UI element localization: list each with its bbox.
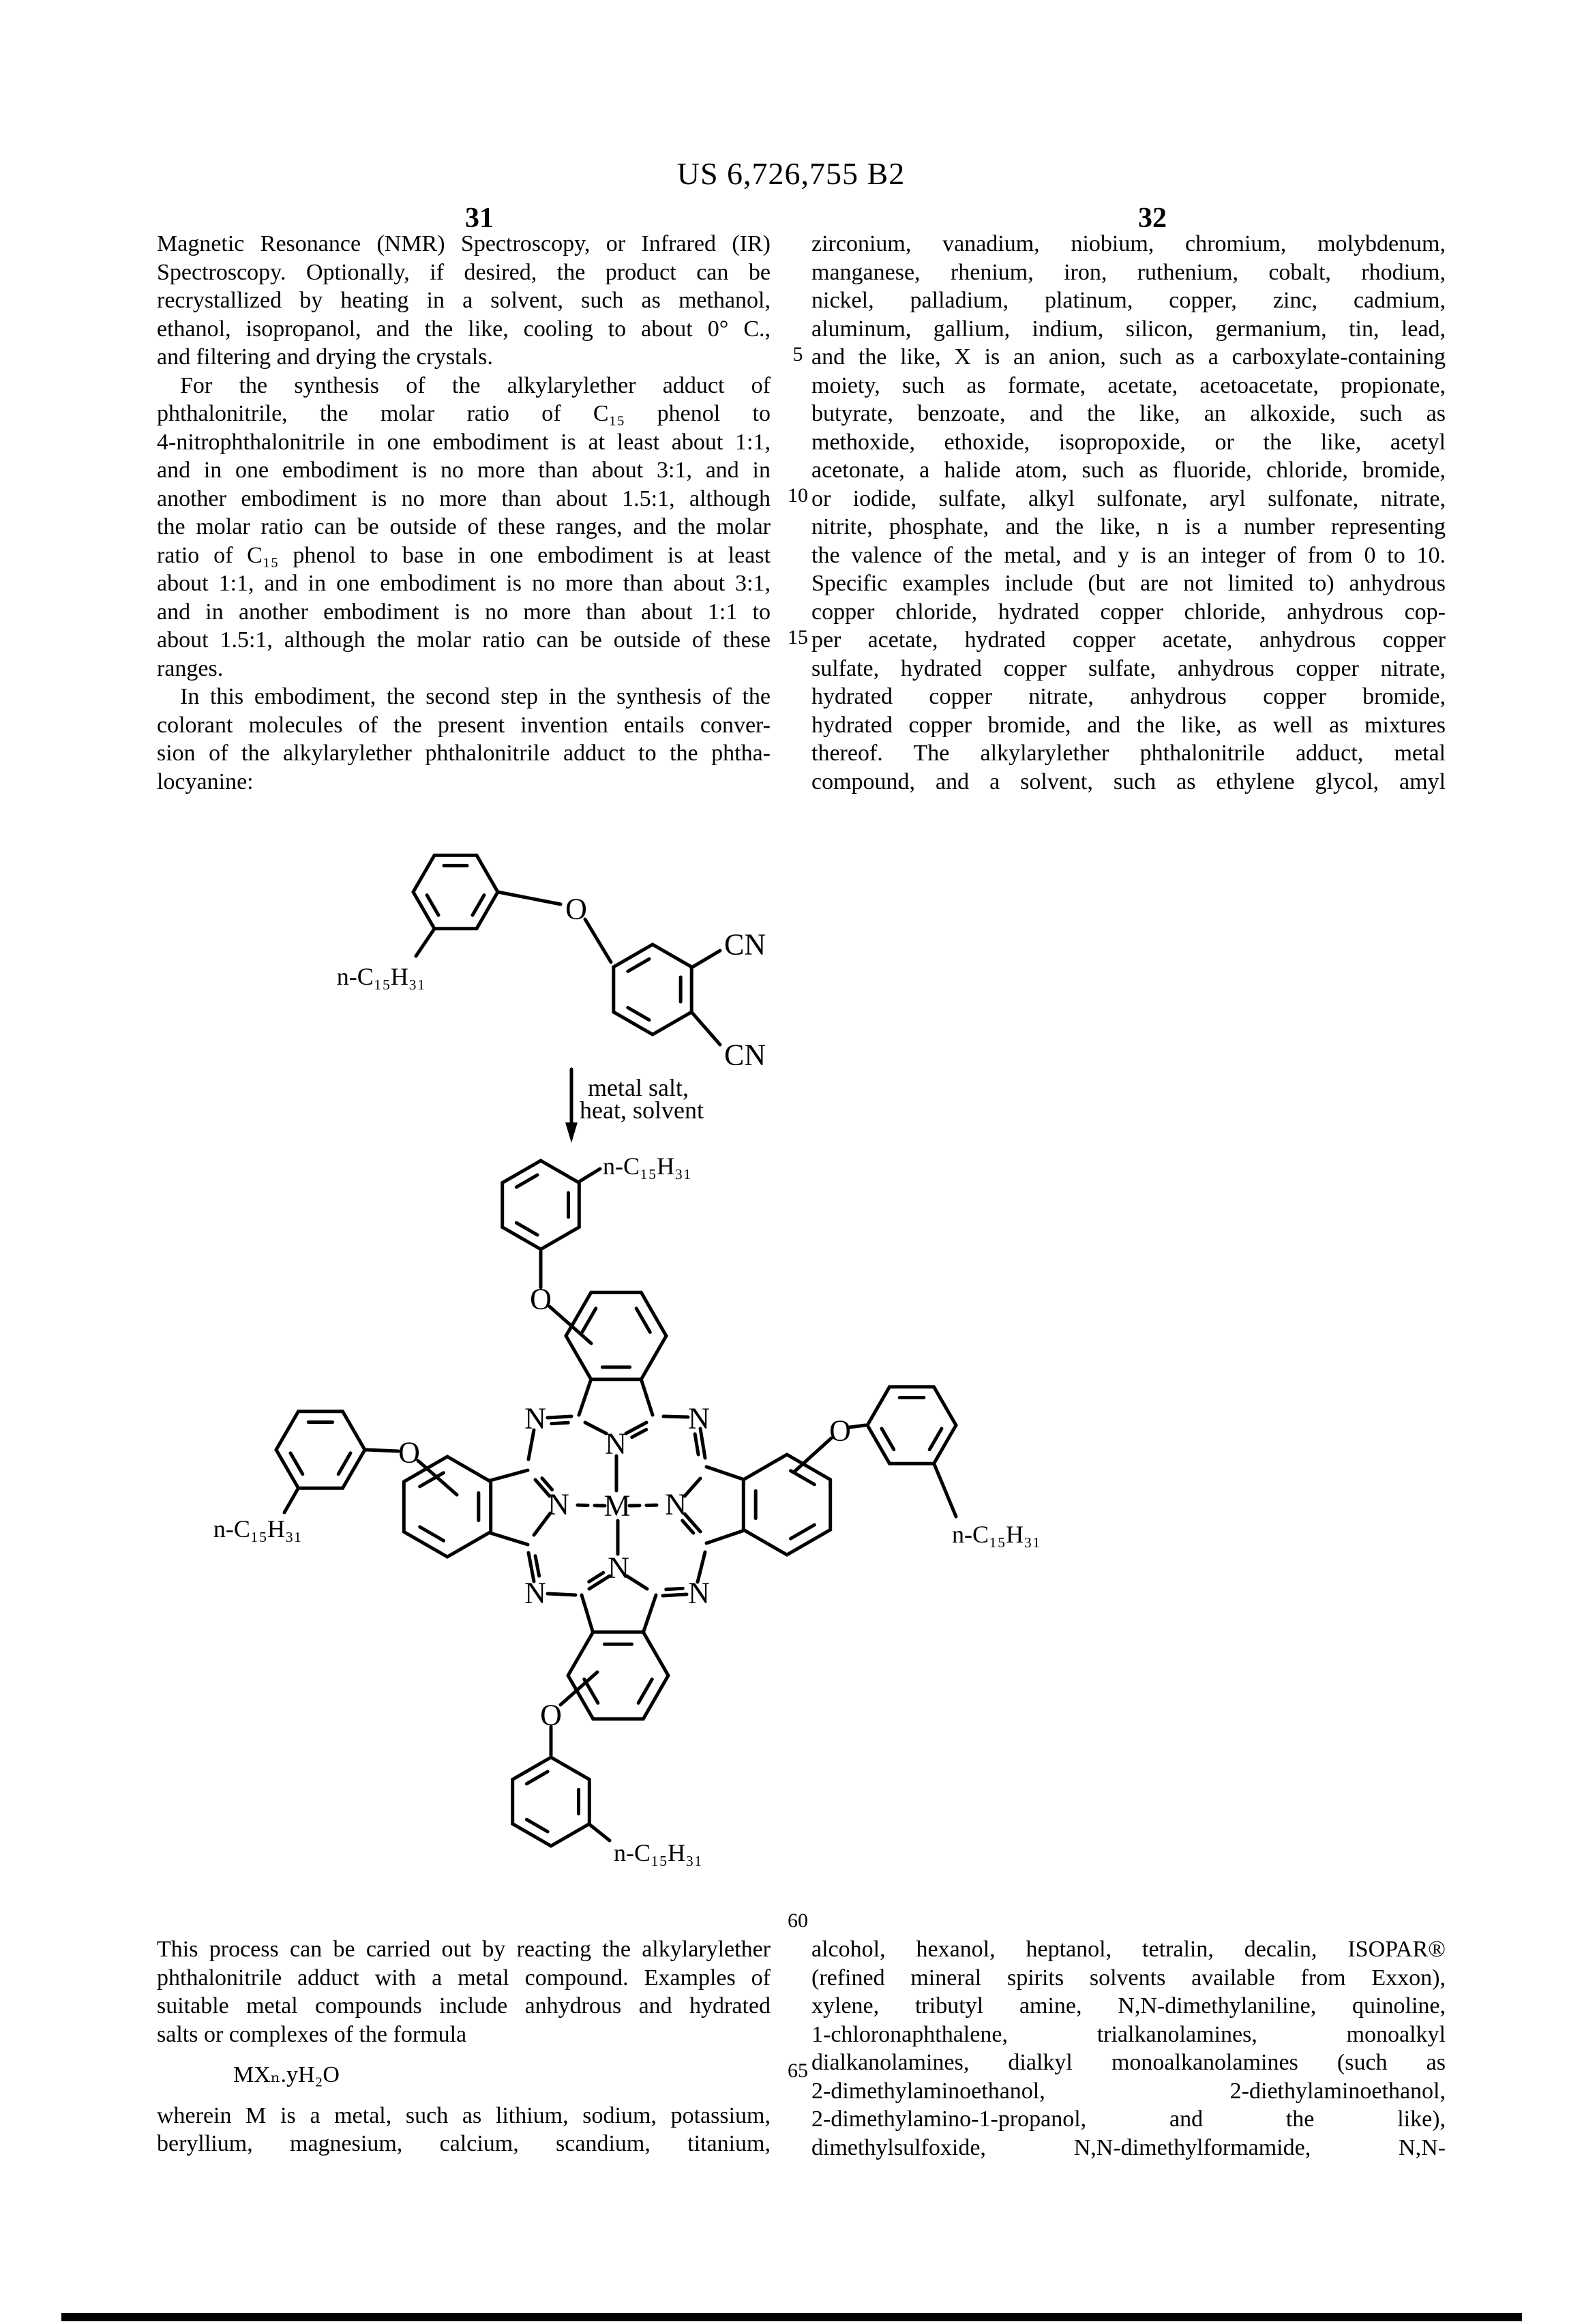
bond bbox=[934, 1464, 956, 1517]
bond bbox=[516, 1223, 537, 1235]
meso-nitrogen-label: N bbox=[688, 1576, 710, 1610]
column-left-text bbox=[157, 230, 771, 796]
metal-salt-formula: MXₙ.yH₂O bbox=[233, 2062, 340, 2087]
column-number-left: 31 bbox=[465, 203, 494, 234]
text-line: copper chloride, hydrated copper chloride, anhydrous cop- bbox=[811, 599, 1446, 625]
text-line: ranges. bbox=[157, 655, 224, 681]
bond bbox=[516, 1175, 537, 1187]
text-line: Spectroscopy. Optionally, if desired, the product can be bbox=[157, 259, 771, 285]
text-line: manganese, rhenium, iron, ruthenium, cobalt, rhodium, bbox=[811, 259, 1446, 285]
text-line: For the synthesis of the alkylarylether adduct of bbox=[180, 372, 771, 398]
text-line: colorant molecules of the present invention entails conver- bbox=[157, 712, 771, 738]
bond bbox=[589, 1824, 610, 1841]
pyrrole-nitrogen-label: N bbox=[608, 1551, 629, 1585]
bond bbox=[691, 951, 720, 968]
text-line: xylene, tributyl amine, N,N-dimethylaniline, quinoline, bbox=[811, 1993, 1446, 2018]
bond bbox=[628, 959, 649, 971]
meso-nitrogen-label: N bbox=[524, 1401, 546, 1435]
pyrrole-nitrogen-label: N bbox=[548, 1487, 569, 1521]
text-line: and the like, X is an anion, such as a carboxylate-containing bbox=[811, 344, 1446, 370]
paragraph bbox=[157, 2102, 771, 2158]
nitrile-cn-label: CN bbox=[724, 927, 766, 962]
bond bbox=[548, 1416, 571, 1418]
text-line: hydrated copper nitrate, anhydrous copper bromide, bbox=[811, 684, 1446, 709]
column-number-right: 32 bbox=[1138, 203, 1167, 234]
pyrrole-nitrogen-label: N bbox=[605, 1427, 627, 1461]
scan-edge-bar bbox=[61, 2313, 1522, 2321]
text-line: and in one embodiment is no more than about 3:1, and in bbox=[157, 458, 771, 483]
text-line: zirconium, vanadium, niobium, chromium, molybdenum, bbox=[811, 231, 1446, 256]
text-line: dialkanolamines, dialkyl monoalkanolamines (such as bbox=[811, 2050, 1446, 2075]
text-line: compound, and a solvent, such as ethylene glycol, amyl bbox=[811, 769, 1446, 794]
bond bbox=[642, 1381, 653, 1415]
reaction-arrow-head bbox=[565, 1122, 578, 1143]
alkyl-chain-label: n-C₁₅H₃₁ bbox=[213, 1515, 303, 1543]
bond bbox=[663, 1416, 688, 1417]
bond bbox=[427, 895, 438, 915]
bond bbox=[663, 1594, 687, 1596]
alkyl-chain-label: n-C₁₅H₃₁ bbox=[336, 963, 426, 990]
text-line: moiety, such as formate, acetate, acetoacetate, propionate, bbox=[811, 372, 1446, 398]
meso-nitrogen-label: N bbox=[688, 1401, 710, 1435]
bond bbox=[526, 1772, 548, 1784]
text-line: sulfate, hydrated copper sulfate, anhydrous copper nitrate, bbox=[811, 655, 1446, 681]
column-left-bottom bbox=[157, 1935, 771, 2158]
alkyl-chain-label: n-C₁₅H₃₁ bbox=[603, 1152, 692, 1180]
bond bbox=[644, 1595, 656, 1631]
bond bbox=[882, 1429, 894, 1450]
bond bbox=[628, 1008, 649, 1020]
line-number-60: 60 bbox=[788, 1909, 808, 1932]
text-line: sion of the alkylarylether phthalonitrile adduct to the phtha- bbox=[157, 741, 771, 766]
bond bbox=[490, 1533, 528, 1545]
column-right-text bbox=[811, 230, 1446, 796]
patent-number-header: US 6,726,755 B2 bbox=[676, 156, 906, 191]
bond bbox=[552, 1422, 569, 1423]
text-line: 2-dimethylamino-1-propanol, and the like), bbox=[811, 2106, 1446, 2132]
text-line: phthalonitrile, the molar ratio of C₁₅ phenol to bbox=[157, 401, 771, 426]
text-line: and in another embodiment is no more than about 1:1 to bbox=[157, 599, 771, 625]
meso-nitrogen-label: N bbox=[524, 1576, 546, 1610]
bond bbox=[582, 1309, 596, 1332]
text-line: locyanine: bbox=[157, 769, 254, 794]
coordination-bond bbox=[629, 1505, 663, 1506]
text-line: ethanol, isopropanol, and the like, cooling to about 0° C., bbox=[157, 316, 771, 342]
text-line: Specific examples include (but are not limited to) anhydrous bbox=[811, 571, 1446, 596]
text-line: alcohol, hexanol, heptanol, tetralin, decalin, ISOPAR® bbox=[811, 1937, 1446, 1962]
text-line: 1-chloronaphthalene, trialkanolamines, monoalkyl bbox=[811, 2021, 1446, 2047]
bond bbox=[561, 1672, 597, 1705]
text-line: about 1:1, and in one embodiment is no more than about 3:1, bbox=[157, 571, 771, 596]
bond bbox=[290, 1453, 303, 1474]
text-line: (refined mineral spirits solvents available from Exxon), bbox=[811, 1965, 1446, 1991]
text-line: 4-nitrophthalonitrile in one embodiment is at least about 1:1, bbox=[157, 429, 771, 455]
bond bbox=[582, 1595, 593, 1631]
text-line: methoxide, ethoxide, isopropoxide, or the like, acetyl bbox=[811, 429, 1446, 455]
ether-oxygen-label: O bbox=[565, 892, 587, 926]
line-number-15: 15 bbox=[788, 626, 808, 649]
text-line: wherein M is a metal, such as lithium, sodium, potassium, bbox=[157, 2102, 771, 2128]
text-line: about 1.5:1, although the molar ratio can be outside of these bbox=[157, 627, 771, 653]
bond bbox=[850, 1425, 865, 1427]
bond bbox=[695, 1434, 698, 1455]
reaction-scheme-diagram bbox=[170, 805, 1193, 1909]
bond bbox=[284, 1489, 298, 1513]
ether-oxygen-label: O bbox=[530, 1282, 552, 1316]
bond bbox=[706, 1467, 743, 1479]
bond bbox=[490, 1470, 528, 1480]
bond bbox=[416, 929, 434, 956]
bond bbox=[526, 1819, 548, 1832]
bond bbox=[585, 919, 611, 962]
text-line: aluminum, gallium, indium, silicon, germanium, tin, lead, bbox=[811, 316, 1446, 342]
text-line: acetonate, a halide atom, such as fluoride, chloride, bromide, bbox=[811, 458, 1446, 483]
bond bbox=[548, 1594, 576, 1595]
text-line: This process can be carried out by reacting the alkylarylether bbox=[157, 1937, 771, 1962]
bond bbox=[498, 892, 561, 904]
text-line: butyrate, benzoate, and the like, an alkoxide, such as bbox=[811, 401, 1446, 426]
reaction-condition-text: metal salt, bbox=[588, 1074, 689, 1101]
bond bbox=[790, 1525, 814, 1538]
text-line: or iodide, sulfate, alkyl sulfonate, aryl sulfonate, nitrate, bbox=[811, 486, 1446, 511]
text-line: phthalonitrile adduct with a metal compound. Examples of bbox=[157, 1965, 771, 1991]
alkyl-chain-label: n-C₁₅H₃₁ bbox=[952, 1521, 1041, 1548]
text-line: suitable metal compounds include anhydrous and hydrated bbox=[157, 1993, 771, 2018]
text-line: per acetate, hydrated copper acetate, anhydrous copper bbox=[811, 627, 1446, 653]
ether-oxygen-label: O bbox=[829, 1414, 851, 1448]
column-right-bottom bbox=[811, 1935, 1446, 2162]
bond bbox=[685, 1478, 700, 1496]
text-line: dimethylsulfoxide, N,N-dimethylformamide, N,N- bbox=[811, 2134, 1446, 2160]
bond bbox=[418, 1461, 457, 1495]
reaction-condition-text: heat, solvent bbox=[580, 1097, 704, 1124]
coordination-bond bbox=[571, 1505, 605, 1506]
text-line: the molar ratio can be outside of these ranges, and the molar bbox=[157, 514, 771, 539]
metal-center-label: M bbox=[603, 1489, 631, 1523]
pyrrole-nitrogen-label: N bbox=[665, 1487, 687, 1521]
text-line: beryllium, magnesium, calcium, scandium, titanium, bbox=[157, 2131, 771, 2156]
text-line: another embodiment is no more than about 1.5:1, although bbox=[157, 486, 771, 511]
nitrile-cn-label: CN bbox=[724, 1038, 766, 1072]
bond bbox=[666, 1588, 683, 1589]
line-number-10: 10 bbox=[788, 484, 808, 507]
bond bbox=[706, 1531, 743, 1543]
text-line: In this embodiment, the second step in the synthesis of the bbox=[180, 684, 771, 709]
bond bbox=[473, 895, 484, 915]
paragraph bbox=[157, 1935, 771, 2049]
text-line: 2-dimethylaminoethanol, 2-diethylaminoethanol, bbox=[811, 2078, 1446, 2104]
text-line: nitrite, phosphate, and the like, n is a number representing bbox=[811, 514, 1446, 539]
bond bbox=[636, 1309, 650, 1332]
alkyl-chain-label: n-C₁₅H₃₁ bbox=[614, 1839, 703, 1866]
bond bbox=[579, 1169, 600, 1182]
bond bbox=[794, 1438, 831, 1472]
line-number-5: 5 bbox=[792, 343, 803, 366]
text-line: the valence of the metal, and y is an integer of from 0 to 10. bbox=[811, 542, 1446, 568]
text-line: hydrated copper bromide, and the like, as well as mixtures bbox=[811, 712, 1446, 738]
bond bbox=[627, 1576, 647, 1589]
line-number-65: 65 bbox=[788, 2059, 808, 2082]
bond bbox=[338, 1453, 350, 1474]
bond bbox=[366, 1450, 398, 1451]
bond bbox=[685, 1514, 700, 1532]
text-line: and filtering and drying the crystals. bbox=[157, 344, 493, 370]
bond bbox=[585, 1422, 606, 1433]
paragraph bbox=[811, 1935, 1446, 2162]
bond bbox=[420, 1527, 444, 1540]
text-line: salts or complexes of the formula bbox=[157, 2021, 467, 2047]
bond bbox=[691, 1012, 720, 1045]
bond bbox=[929, 1429, 942, 1450]
text-line: ratio of C₁₅ phenol to base in one embodiment is at least bbox=[157, 542, 771, 568]
text-line: thereof. The alkylarylether phthalonitrile adduct, metal bbox=[811, 741, 1446, 766]
ether-oxygen-label: O bbox=[398, 1435, 420, 1470]
bond bbox=[579, 1381, 591, 1415]
bond bbox=[638, 1679, 652, 1703]
text-line: nickel, palladium, platinum, copper, zinc, cadmium, bbox=[811, 288, 1446, 313]
ether-oxygen-label: O bbox=[540, 1698, 562, 1732]
text-line: recrystallized by heating in a solvent, such as methanol, bbox=[157, 288, 771, 313]
text-line: Magnetic Resonance (NMR) Spectroscopy, or Infrared (IR) bbox=[157, 231, 771, 256]
bond bbox=[535, 1556, 539, 1576]
